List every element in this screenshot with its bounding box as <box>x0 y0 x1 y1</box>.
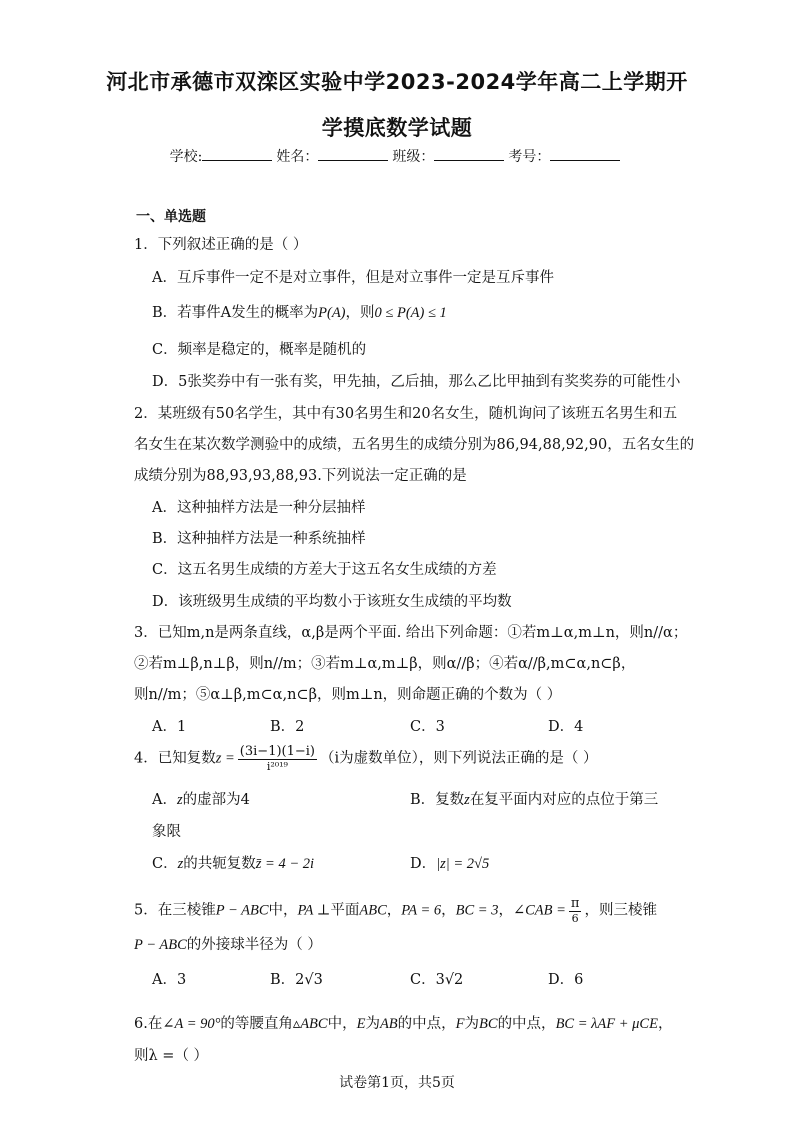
q5-option-a: A．3 <box>152 972 187 988</box>
q3-option-b: B．2 <box>270 719 305 735</box>
q4-fraction-denominator: i²⁰¹⁹ <box>266 760 288 773</box>
q2-option-a: A．这种抽样方法是一种分层抽样 <box>152 500 366 516</box>
q6-triangle: ▵ABC <box>292 1016 328 1032</box>
q6-text-m: 的中点， <box>497 1016 556 1032</box>
school-blank <box>202 148 272 161</box>
q5-fraction <box>569 896 582 925</box>
q4-a-text: 的虚部为4 <box>182 792 250 808</box>
q5-angle: ∠CAB = <box>512 902 566 919</box>
q4-option-b-wrap: 象限 <box>152 824 181 840</box>
q4-pre: 4．已知复数 <box>134 750 216 767</box>
q5-stem-line1 <box>134 896 657 925</box>
q4-option-b <box>410 788 658 809</box>
q4-fraction <box>238 744 317 773</box>
q6-text-g: 为 <box>365 1016 380 1032</box>
q4-c-expr: z̄ = 4 − 2i <box>255 856 315 872</box>
q5-text-e: 平面 <box>330 902 360 919</box>
q5-abc: ABC <box>359 902 387 919</box>
q3-option-d: D．4 <box>548 719 584 735</box>
q4-a-label: A． <box>152 792 177 808</box>
q6-vector-eq: BC = λAF + μCE <box>555 1016 658 1032</box>
q5-option-b: B．2√3 <box>270 972 323 988</box>
q6-text-c: 的等腰直角 <box>220 1016 293 1032</box>
q4-option-c <box>152 852 314 873</box>
q4-c-z: z <box>177 856 184 872</box>
q1-option-b <box>152 301 447 322</box>
page-footer: 试卷第1页，共5页 <box>339 1075 455 1091</box>
class-label: 班级： <box>392 149 435 165</box>
q4-z-eq: z = <box>215 750 235 767</box>
q1-stem: 1．下列叙述正确的是（ ） <box>134 237 308 253</box>
name-label: 姓名： <box>276 149 319 165</box>
q5-pabc-2: P − ABC <box>134 937 187 953</box>
q6-text-e: 中， <box>327 1016 357 1032</box>
q1-b-text: B．若事件A发生的概率为 <box>152 305 319 321</box>
q1-option-d: D．5张奖券中有一张有奖，甲先抽，乙后抽，那么乙比甲抽到有奖奖券的可能性小 <box>152 374 681 390</box>
q1-b-prob: P(A) <box>318 305 346 321</box>
q3-stem-line1: 3．已知m,n是两条直线，α,β是两个平面. 给出下列命题：①若m⊥α,m⊥n，则n//α； <box>134 625 688 641</box>
q6-e: E <box>356 1016 366 1032</box>
q3-option-a: A．1 <box>152 719 187 735</box>
student-info-line <box>0 146 794 166</box>
q5-pabc: P − ABC <box>215 902 269 919</box>
q2-stem-line3: 成绩分别为88,93,93,88,93.下列说法一定正确的是 <box>134 468 467 484</box>
q4-a-z: z <box>176 792 183 808</box>
q1-option-c: C．频率是稳定的，概率是随机的 <box>152 342 367 358</box>
q4-stem <box>134 744 598 773</box>
exam-title-line2: 学摸底数学试题 <box>321 116 473 140</box>
q5-option-c: C．3√2 <box>410 972 464 988</box>
q1-option-a: A．互斥事件一定不是对立事件，但是对立事件一定是互斥事件 <box>152 270 554 286</box>
q5-option-d: D．6 <box>548 972 584 988</box>
q5-text-m: ，则三棱锥 <box>584 902 657 919</box>
q5-stem-line2 <box>134 933 322 954</box>
q5-text-c: 中， <box>268 902 298 919</box>
q6-text-o: ， <box>657 1016 673 1032</box>
q4-option-d <box>410 852 489 873</box>
q5-bc-value: BC = 3 <box>455 902 499 919</box>
q4-fraction-numerator: (3i−1)(1−i) <box>239 744 315 759</box>
q2-option-d: D．该班级男生成绩的平均数小于该班女生成绩的平均数 <box>152 594 512 610</box>
q5-text-a: 5．在三棱锥 <box>134 902 216 919</box>
q6-text-a: 6.在 <box>134 1016 163 1032</box>
q5-fraction-den: 6 <box>571 912 579 925</box>
q3-option-c: C．3 <box>410 719 445 735</box>
q6-stem-line1 <box>134 1012 672 1033</box>
q2-option-c: C．这五名男生成绩的方差大于这五名女生成绩的方差 <box>152 562 497 578</box>
id-label: 考号： <box>508 149 551 165</box>
q4-b-label: B．复数 <box>410 792 465 808</box>
q4-c-label: C． <box>152 856 178 872</box>
q5-comma-1: ， <box>386 902 402 919</box>
class-blank <box>434 148 504 161</box>
school-label: 学校: <box>169 149 203 165</box>
q5-text-l2: 的外接球半径为（ ） <box>186 937 322 953</box>
q6-ab: AB <box>379 1016 398 1032</box>
q6-angle: ∠A = 90° <box>162 1016 221 1032</box>
q5-pa-value: PA = 6 <box>401 902 442 919</box>
q1-b-inequality: 0 ≤ P(A) ≤ 1 <box>374 305 447 321</box>
q5-comma-2: ， <box>441 902 456 919</box>
section-heading: 一、单选题 <box>136 209 206 225</box>
q4-post: （i为虚数单位），则下列说法正确的是（ ） <box>320 750 598 767</box>
q6-bc: BC <box>479 1016 498 1032</box>
q4-b-z: z <box>464 792 470 808</box>
q4-d-label: D． <box>410 856 437 872</box>
name-blank <box>318 148 388 161</box>
q3-stem-line2: ②若m⊥β,n⊥β，则n//m；③若m⊥α,m⊥β，则α//β；④若α//β,m⊂α,n⊂β， <box>134 656 636 672</box>
q1-b-mid: ，则 <box>345 305 375 321</box>
q5-pa-perp: PA ⊥ <box>297 902 331 919</box>
q6-text-k: 为 <box>464 1016 480 1032</box>
q4-option-a <box>152 788 250 809</box>
q6-text-i: 的中点， <box>397 1016 456 1032</box>
q6-f: F <box>455 1016 465 1032</box>
q5-fraction-num: π <box>570 896 580 911</box>
q6-stem-line2: 则λ =（ ） <box>134 1048 209 1064</box>
q4-b-text: 在复平面内对应的点位于第三 <box>469 792 659 808</box>
exam-title-line1: 河北市承德市双滦区实验中学2023-2024学年高二上学期开 <box>106 70 688 94</box>
id-blank <box>550 148 620 161</box>
q5-comma-3: ， <box>498 902 513 919</box>
q2-stem-line1: 2．某班级有50名学生，其中有30名男生和20名女生，随机询问了该班五名男生和五 <box>134 406 678 422</box>
q4-c-text: 的共轭复数 <box>183 856 256 872</box>
q3-stem-line3: 则n//m；⑤α⊥β,m⊂α,n⊂β，则m⊥n，则命题正确的个数为（ ） <box>134 687 562 703</box>
q2-stem-line2: 名女生在某次数学测验中的成绩，五名男生的成绩分别为86,94,88,92,90，五名女生的 <box>134 437 695 453</box>
q4-d-expr: |z| = 2√5 <box>436 856 490 872</box>
q2-option-b: B．这种抽样方法是一种系统抽样 <box>152 531 366 547</box>
